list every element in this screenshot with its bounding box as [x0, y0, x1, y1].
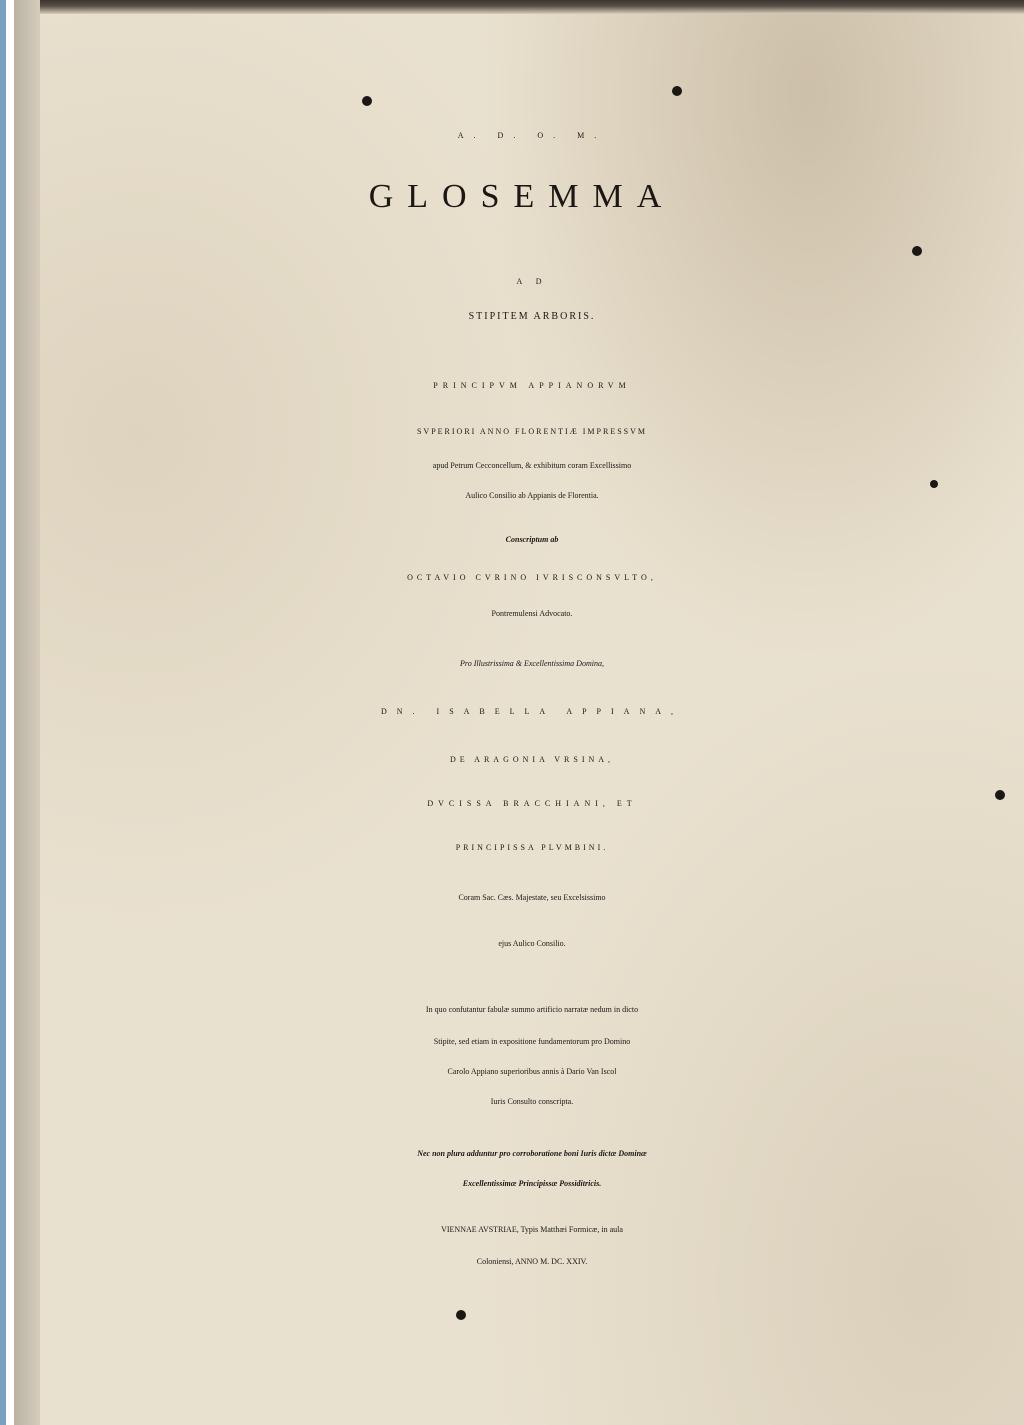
author-octavio-curino: OCTAVIO CVRINO IVRISCONSVLTO,: [407, 573, 657, 582]
title-principissa-plumbini: PRINCIPISSA PLVMBINI.: [455, 843, 609, 852]
main-title: GLOSEMMA: [368, 178, 676, 215]
paragraph-line-2: Stipite, sed etiam in expositione fundamentorum pro Domino: [433, 1037, 631, 1046]
imprint-line-2: Coloniensi, ANNO M. DC. XXIV.: [476, 1257, 588, 1266]
paragraph-line-1: In quo confutantur fabulæ summo artificio narratæ nedum in dicto: [425, 1005, 639, 1014]
text-coram-majestate: Coram Sac. Cæs. Majestate, seu Excelsissimo: [458, 893, 606, 902]
ink-speck: [930, 480, 938, 488]
ink-speck: [672, 86, 682, 96]
ink-speck: [362, 96, 372, 106]
text-conscriptum-ab: Conscriptum ab: [505, 535, 559, 544]
subtitle-ad: A D: [516, 277, 548, 286]
title-superiori-anno: SVPERIORI ANNO FLORENTIÆ IMPRESSVM: [416, 427, 648, 436]
ink-speck: [456, 1310, 466, 1320]
paragraph-line-4: Iuris Consulto conscripta.: [490, 1097, 574, 1106]
text-ejus-aulico: ejus Aulico Consilio.: [498, 939, 566, 948]
name-isabella-appiana: DN. ISABELLA APPIANA,: [380, 707, 683, 716]
author-pontremulensi: Pontremulensi Advocato.: [491, 609, 573, 618]
title-principum-appianorum: PRINCIPVM APPIANORVM: [433, 381, 631, 390]
paragraph-line-3: Carolo Appiano superioribus annis à Dario Van Iscol: [447, 1067, 617, 1076]
imprint-line-1: VIENNAE AVSTRIAE, Typis Matthæi Formicæ, in aula: [441, 1225, 623, 1234]
ink-speck: [912, 246, 922, 256]
page-top-edge: [40, 0, 1024, 14]
name-de-aragonia: DE ARAGONIA VRSINA,: [449, 755, 615, 764]
title-stipitem-arboris: STIPITEM ARBORIS.: [468, 311, 596, 322]
nec-non-line-1: Nec non plura adduntur pro corroboratione boni Iuris dictæ Dominæ: [417, 1149, 647, 1158]
title-ducissa-bracchiani: DVCISSA BRACCHIANI, ET: [427, 799, 637, 808]
text-apud-petrum: apud Petrum Cecconcellum, & exhibitum coram Excellissimo: [432, 461, 632, 470]
paper-background: [40, 10, 1024, 1425]
dedication-adom: A. D. O. M.: [457, 131, 607, 140]
dedication-pro-illustrissima: Pro Illustrissima & Excellentissima Domina,: [460, 659, 604, 668]
ink-speck: [995, 790, 1005, 800]
text-aulico-consilio: Aulico Consilio ab Appianis de Florentia.: [465, 491, 599, 500]
nec-non-line-2: Excellentissimæ Principissæ Possiditricis.: [462, 1179, 602, 1188]
